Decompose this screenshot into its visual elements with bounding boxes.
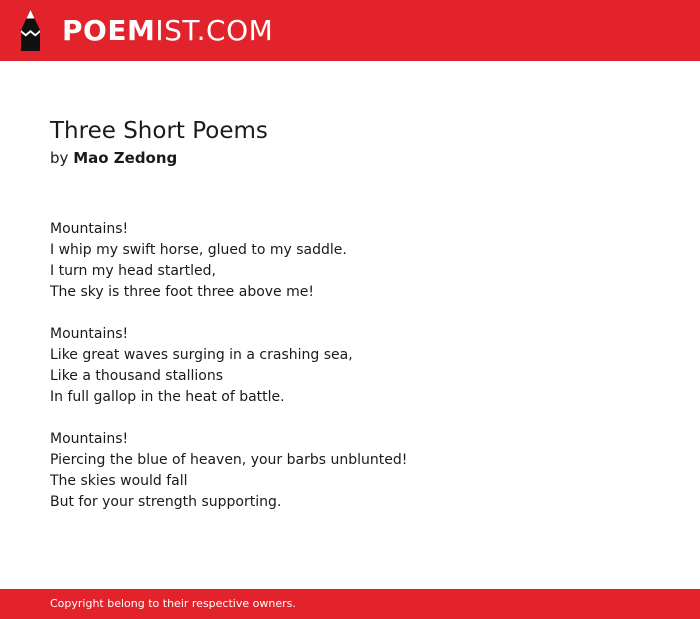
poem-stanza	[50, 324, 650, 408]
poem-line: The sky is three foot three above me!	[50, 284, 314, 300]
poem-line: Mountains!	[50, 221, 129, 237]
poem-author: Mao Zedong	[73, 149, 178, 167]
poem-stanza	[50, 429, 650, 513]
poem-line: Piercing the blue of heaven, your barbs unblunted!	[50, 452, 408, 468]
site-header	[0, 0, 700, 61]
poem-title: Three Short Poems	[50, 118, 268, 144]
poem-body	[50, 219, 650, 513]
site-footer	[0, 589, 700, 619]
byline-prefix: by	[50, 149, 69, 167]
poem-line: Like a thousand stallions	[50, 368, 224, 384]
footer-copyright: Copyright belong to their respective owners.	[50, 597, 296, 610]
poem-line: The skies would fall	[50, 473, 188, 489]
poem-content	[50, 116, 650, 534]
site-logo-link[interactable]	[17, 10, 273, 51]
poem-line: I turn my head startled,	[50, 263, 216, 279]
logo-text-bold: POEM	[62, 13, 156, 47]
poem-line: Mountains!	[50, 326, 129, 342]
poem-line: I whip my swift horse, glued to my saddle.	[50, 242, 347, 258]
site-logo-text	[62, 13, 274, 47]
poem-line: But for your strength supporting.	[50, 494, 282, 510]
pencil-tip-icon	[17, 10, 44, 51]
poem-line: In full gallop in the heat of battle.	[50, 389, 285, 405]
logo-text-light: IST.COM	[155, 13, 274, 47]
poem-line: Like great waves surging in a crashing sea,	[50, 347, 353, 363]
poem-byline	[50, 148, 650, 168]
poem-line: Mountains!	[50, 431, 129, 447]
poem-stanza	[50, 219, 650, 303]
